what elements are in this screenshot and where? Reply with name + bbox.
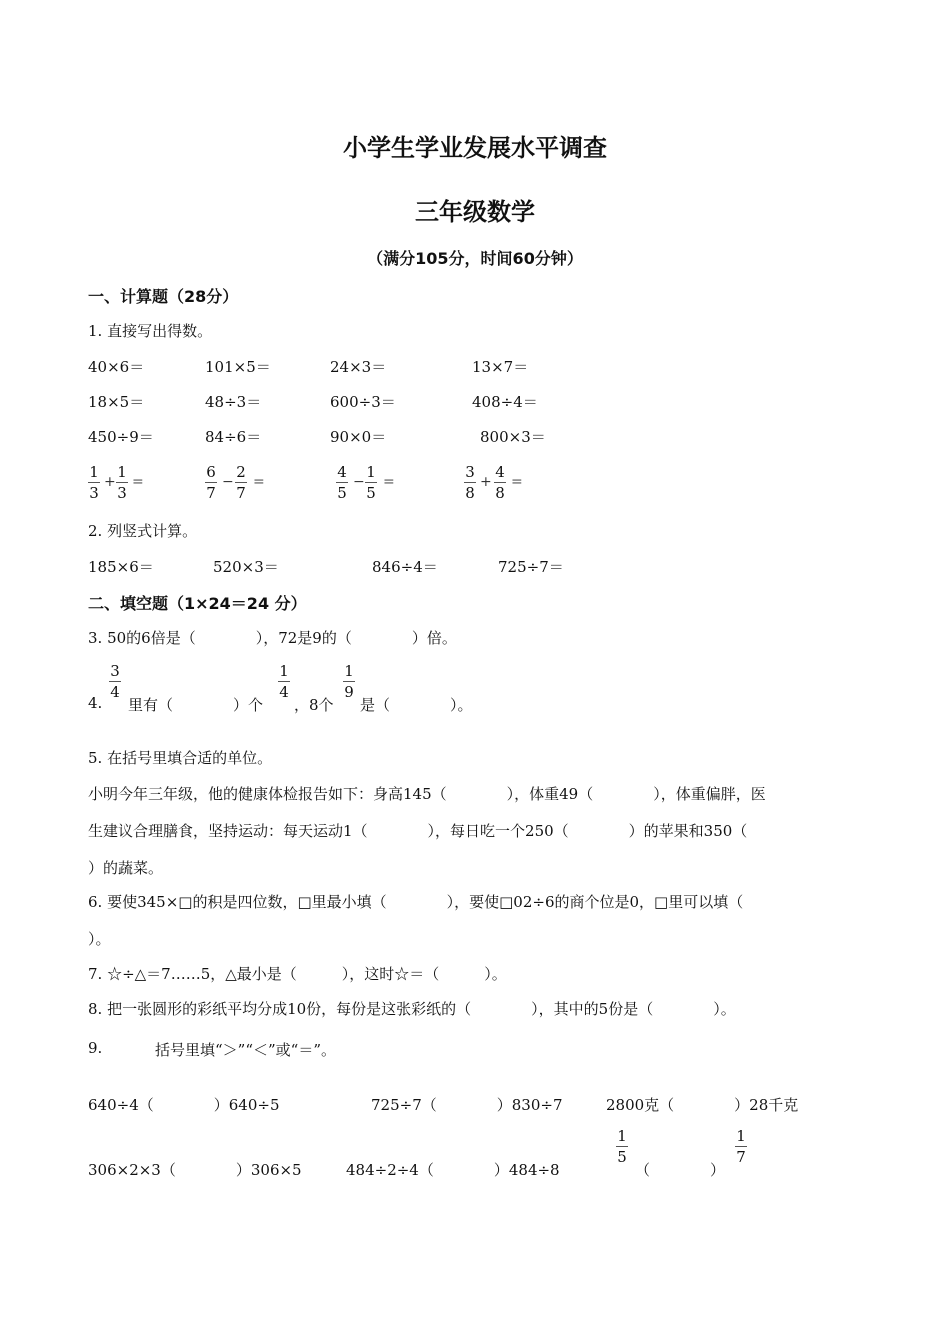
calc-item: 800×3＝ [480,428,546,446]
question-3: 3. 50的6倍是（ ），72是9的（ ）倍。 [88,629,457,647]
question-2-label: 2. 列竖式计算。 [88,522,198,540]
section-heading-calculation: 一、计算题（28分） [88,287,239,306]
vertical-calc-item: 185×6＝ [88,558,154,576]
question-1-label: 1. 直接写出得数。 [88,322,213,340]
question-9-label: 括号里填“＞”“＜”或“＝”。 [155,1041,337,1059]
fraction: 1 9 [344,662,354,701]
calc-item: 600÷3＝ [330,393,396,411]
question-5-label: 5. 在括号里填合适的单位。 [88,749,273,767]
equals-sign: = [253,474,265,490]
calc-item: 18×5＝ [88,393,145,411]
fraction: 4 5 [337,463,347,502]
fraction: 1 4 [279,662,289,701]
question-5-text: ）的蔬菜。 [88,859,164,877]
fraction: 1 3 [89,463,99,502]
fraction: 1 7 [736,1127,746,1166]
question-7: 7. ☆÷△＝7……5，△最小是（ ），这时☆＝（ ）。 [88,965,507,983]
fraction: 2 7 [236,463,246,502]
fraction: 1 5 [617,1127,627,1166]
vertical-calc-item: 520×3＝ [213,558,279,576]
operator: + [480,474,492,490]
question-9-number: 9. [88,1039,103,1057]
operator: − [222,474,234,490]
operator: + [104,474,116,490]
equals-sign: = [383,474,395,490]
calc-item: 101×5＝ [205,358,271,376]
question-6: ）。 [88,930,111,948]
vertical-calc-item: 725÷7＝ [498,558,564,576]
vertical-calc-item: 846÷4＝ [372,558,438,576]
fraction: 4 8 [495,463,505,502]
calc-item: 13×7＝ [472,358,529,376]
question-number: 4. [88,694,103,712]
compare-item: 2800克（ ）28千克 [606,1096,799,1114]
calc-item: 24×3＝ [330,358,387,376]
calc-item: 48÷3＝ [205,393,262,411]
calc-item: 90×0＝ [330,428,387,446]
fraction: 3 8 [465,463,475,502]
operator: − [353,474,365,490]
calc-item: 408÷4＝ [472,393,538,411]
question-8: 8. 把一张圆形的彩纸平均分成10份，每份是这张彩纸的（ ），其中的5份是（ ）。 [88,1000,736,1018]
compare-item: 640÷4（ ）640÷5 [88,1096,280,1114]
equals-sign: = [511,474,523,490]
calc-item: 450÷9＝ [88,428,154,446]
question-text: 是（ ）。 [360,696,473,714]
page-title: 小学生学业发展水平调查 [343,134,607,162]
answer-blank: （ ） [635,1161,726,1179]
question-5-text: 小明今年三年级，他的健康体检报告如下：身高145（ ），体重49（ ），体重偏胖，医 [88,785,766,803]
fraction: 3 4 [110,662,120,701]
section-heading-fill-in: 二、填空题（1×24＝24 分） [88,594,307,613]
compare-item: 306×2×3（ ）306×5 [88,1161,302,1179]
question-text: ，8个 [294,696,334,714]
compare-item: 725÷7（ ）830÷7 [371,1096,563,1114]
exam-note: （满分105分，时间60分钟） [367,249,583,268]
equals-sign: = [132,474,144,490]
page-subtitle: 三年级数学 [415,198,535,226]
question-5-text: 生建议合理膳食，坚持运动：每天运动1（ ），每日吃一个250（ ）的苹果和350（ [88,822,748,840]
question-6: 6. 要使345×□的积是四位数，□里最小填（ ），要使□02÷6的商个位是0，□里可以填（ [88,893,744,911]
question-text: 里有（ ）个 [128,696,264,714]
fraction: 1 5 [366,463,376,502]
fraction: 1 3 [117,463,127,502]
fraction: 6 7 [206,463,216,502]
calc-item: 40×6＝ [88,358,145,376]
compare-item: 484÷2÷4（ ）484÷8 [346,1161,560,1179]
calc-item: 84÷6＝ [205,428,262,446]
